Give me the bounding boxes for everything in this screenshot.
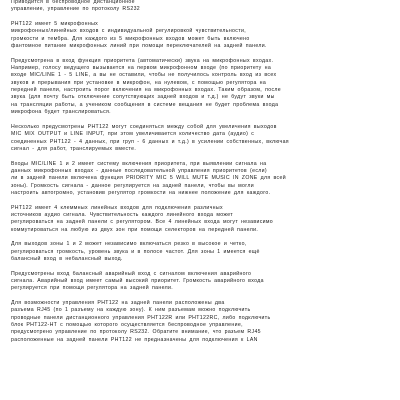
text-line: фантомное питание микрофонных линий при помощи переключателей на задней панели. [11,43,267,50]
paragraph [11,241,371,263]
text-line: источников аудио сигнала. Чувствительность каждого линейного входа может [11,211,234,218]
text-line: регулироваться громкость, уровень звука и в полосе частот. Для зоны 1 имеется ещё [11,248,260,255]
text-line: Для возможности управления PHT122 на задней панели расположены два [11,300,225,307]
text-line: сигнала. Аварийный вход имеет самый высокий приоритет. Громкость аварийного входа [11,278,264,285]
text-line: расположенные на задней панели PHT122 не предназначены для подключения к LAN [11,336,258,343]
paragraph [11,300,371,344]
text-line: регулироваться на задней панели с регулятором. Все 4 линейных входа могут независимо [11,219,274,226]
paragraph [11,58,371,117]
text-line: разъема RJ45 (по 1 разъему на каждую зону). К ним разъемам можно подключить [11,307,251,314]
text-line: Приводится в беспроводное дистанционное [11,0,135,5]
text-line: данных микрофонных входах - данные последовательной управления приоритетов (если) [11,167,267,174]
text-line: звуков и прерывания при установке в микрофон, на нулевом, с помощью регулятора на [11,79,267,86]
text-line: на трансляции работы, а учеником сообщения в системе вещания не будет проблема входа [11,101,279,108]
text-line: блок PHT122-HT с помощью которого осуществляется беспроводное управление, [11,322,243,329]
paragraph [11,124,371,153]
text-line: управление, управление по протоколу RS232 [11,6,141,13]
text-line: входе MIC/LINE 1 - 5 LINE, а вы не оставили, чтобы не получилось контроль вход из всех [11,72,277,79]
text-line: сигнал - для работ, транслируемых вместе. [11,145,137,152]
text-line: коммутироваться на любую из двух зон при помощи селекторов на передней панели. [11,226,259,233]
text-line: настроить автогромно, установив регулятор громкости на нижнее положение для каждого. [11,189,271,196]
text-line: MIC MIX OUTPUT и LINE INPUT, при этом увеличивается количество дата (аудио) с [11,131,255,138]
text-line: ли в задней панели включена функция PRIORITY MIC 5 WILL MUTE MUSIC IN ZONE для всей [11,175,286,182]
text-line: PHT122 имеет 4 клеммных линейных входов для подключения различных [11,204,223,211]
text-line: регулируется при помощи регулятора на задней панели. [11,285,174,292]
paragraph [11,0,371,14]
text-line: микрофона будет транслироваться. [11,109,111,116]
paragraph [11,161,371,198]
text-line: балансный вход в небалансный выход. [11,256,123,263]
text-line: Входы MIC/LINE 1 и 2 имеет систему включения приоритета, при выявлении сигнала на [11,160,267,167]
text-line: проводные панели дистанционного управления PHT122R или PHT122RC, либо подключить [11,314,271,321]
text-line: зоны). Громкость сигнала - данное регулируется на задней панели, чтобы вы могли [11,182,255,189]
text-line: предусмотрено управление по протоколу RS232. Обратите внимание, что разъем RJ45 [11,329,261,336]
text-line: громкости и тембра. Для каждого из 5 микрофонных входов может быть включено [11,35,250,42]
text-line: Несколько предусмотрены PHT122 могут соединяться между собой для увеличения выходов [11,123,277,130]
text-line: Предусмотрены вход балансный аварийный вход с сигналом включения аварийного [11,270,252,277]
text-line: звука (для почту быть отключение сопутствующих задней входов и т.д.) не будут звуки мы [11,94,275,101]
paragraph [11,205,371,234]
text-line: PHT122 имеет 5 микрофонных [11,21,99,28]
text-line: соединенных PHT122 - 4 данных, при груп - 6 данных и т.д.) в усилении собственных, включая [11,138,289,145]
text-line: Например, голосу ведущего вызывается на первом микрофонном входе (по приоритету на [11,65,272,72]
text-line: Для выходов зоны 1 и 2 может независимо включаться резко в высокое и четко, [11,241,247,248]
text-line: Предусмотрена в вход функция приоритета (автоматически) звука на микрофонных входах. [11,57,274,64]
paragraph [11,21,371,50]
text-line: передней панели, настроить порог включения на микрофонных входах. Таким образом, после [11,87,282,94]
paragraph [11,271,371,293]
text-line: микрофонных/линейных входов с индивидуальной регулировкой чувствительности, [11,28,246,35]
document-body [11,0,371,352]
